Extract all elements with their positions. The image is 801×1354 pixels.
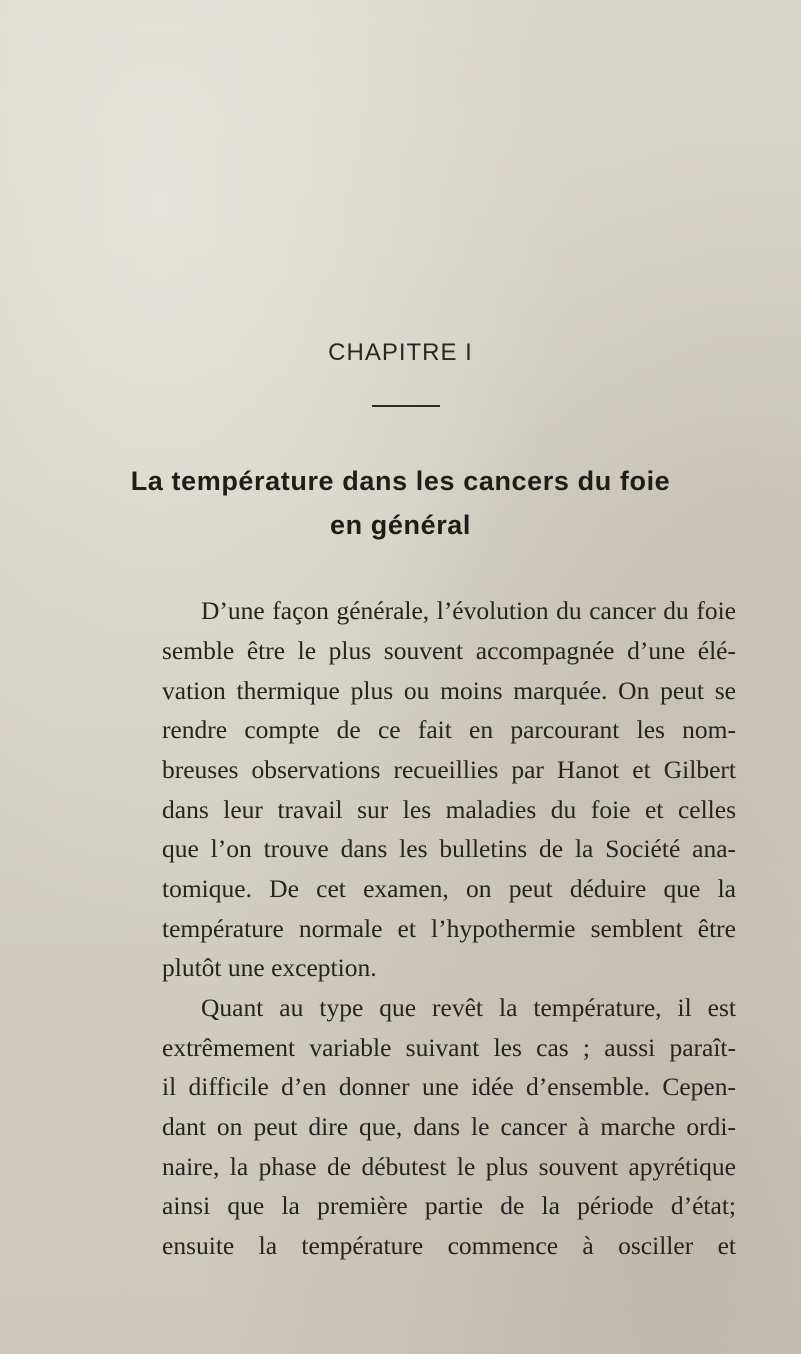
chapter-title-line-2: en général <box>329 510 472 540</box>
body-line: ainsi que la première partie de la période d’état; <box>162 1191 736 1220</box>
body-line: Quant au type que revêt la température, il est <box>201 993 736 1022</box>
body-line: rendre compte de ce fait en parcourant les nom- <box>162 715 736 744</box>
body-line: que l’on trouve dans les bulletins de la Société ana- <box>162 834 736 863</box>
body-line: ensuite la température commence à osciller et <box>162 1231 736 1260</box>
body-line: extrêmement variable suivant les cas ; aussi paraît- <box>162 1033 736 1062</box>
body-line: vation thermique plus ou moins marquée. On peut se <box>162 676 736 705</box>
body-line: D’une façon générale, l’évolution du cancer du foie <box>201 596 736 625</box>
body-line: breuses observations recueillies par Hanot et Gilbert <box>162 755 736 784</box>
body-line: tomique. De cet examen, on peut déduire que la <box>162 874 736 903</box>
body-line: dant on peut dire que, dans le cancer à marche ordi- <box>162 1112 736 1141</box>
chapter-title-line-1: La température dans les cancers du foie <box>130 466 671 496</box>
body-line: naire, la phase de débutest le plus souvent apyrétique <box>162 1152 736 1181</box>
body-line: température normale et l’hypothermie semblent être <box>162 914 736 943</box>
body-line: dans leur travail sur les maladies du foie et celles <box>162 795 736 824</box>
body-line: il difficile d’en donner une idée d’ensemble. Cepen- <box>162 1072 736 1101</box>
body-line: semble être le plus souvent accompagnée d’une élé- <box>162 636 736 665</box>
body-line: plutôt une exception. <box>162 953 377 982</box>
chapter-heading: CHAPITRE I <box>328 339 473 366</box>
